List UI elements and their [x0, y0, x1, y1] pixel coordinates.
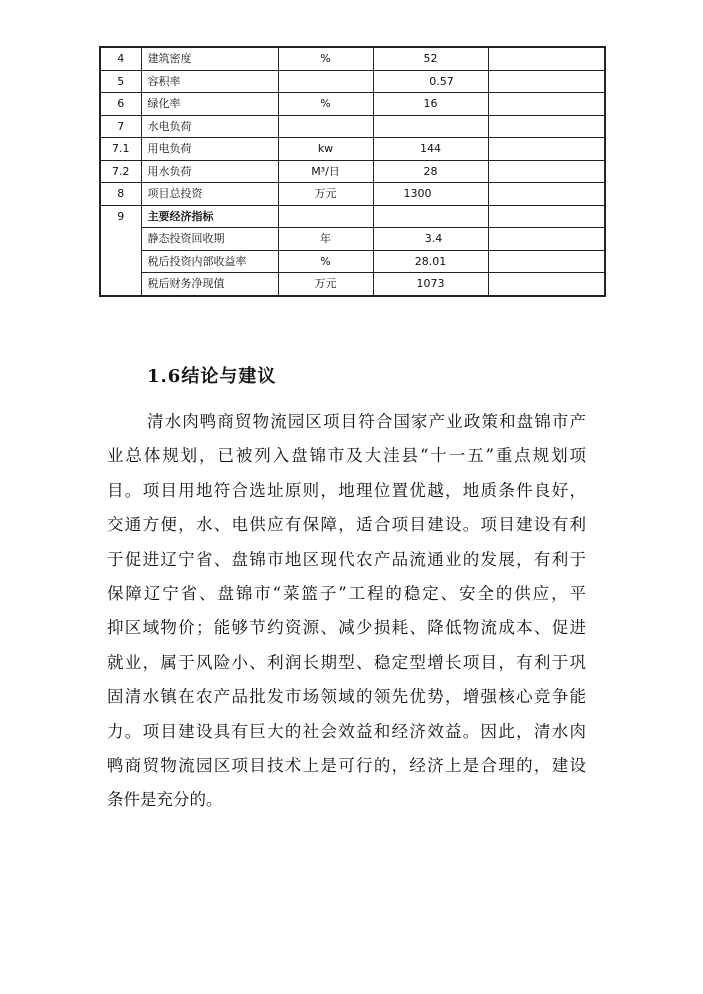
indicator-value: 28 — [373, 160, 488, 183]
table-row — [100, 93, 605, 116]
indicator-value: 16 — [373, 93, 488, 116]
row-number: 7.2 — [100, 160, 141, 183]
paragraph-line: 就业，属于风险小、利润长期型、稳定型增长项目，有利于巩 — [107, 652, 586, 672]
indicator-unit: 万元 — [278, 273, 373, 296]
conclusion-paragraph — [107, 405, 586, 818]
paragraph-line: 目。项目用地符合选址原则，地理位置优越，地质条件良好， — [107, 480, 586, 500]
indicator-note — [488, 70, 605, 93]
indicator-name: 绿化率 — [141, 93, 278, 116]
indicator-note — [488, 183, 605, 206]
indicator-note — [488, 250, 605, 273]
table-row — [100, 228, 605, 251]
indicator-unit: % — [278, 250, 373, 273]
indicator-value: 1300 — [373, 183, 488, 206]
paragraph-line: 于促进辽宁省、盘锦市地区现代农产品流通业的发展，有利于 — [107, 549, 586, 569]
indicator-table — [99, 46, 606, 297]
indicator-note — [488, 205, 605, 228]
table-row — [100, 250, 605, 273]
indicator-unit — [278, 115, 373, 138]
indicator-note — [488, 115, 605, 138]
row-number: 7 — [100, 115, 141, 138]
indicator-name: 税后财务净现值 — [141, 273, 278, 296]
indicator-unit: % — [278, 93, 373, 116]
table-row — [100, 47, 605, 70]
paragraph-line: 力。项目建设具有巨大的社会效益和经济效益。因此，清水肉 — [107, 721, 586, 741]
row-number: 9 — [100, 205, 141, 228]
indicator-unit — [278, 205, 373, 228]
indicator-note — [488, 228, 605, 251]
table-row — [100, 70, 605, 93]
indicator-value: 1073 — [373, 273, 488, 296]
indicator-name: 容积率 — [141, 70, 278, 93]
paragraph-line: 业总体规划，已被列入盘锦市及大洼县“十一五”重点规划项 — [107, 446, 586, 466]
indicator-unit: M³/日 — [278, 160, 373, 183]
indicator-name: 静态投资回收期 — [141, 228, 278, 251]
table-row — [100, 115, 605, 138]
indicator-value: 28.01 — [373, 250, 488, 273]
indicator-value: 144 — [373, 138, 488, 161]
paragraph-line: 固清水镇在农产品批发市场领域的领先优势，增强核心竞争能 — [107, 687, 586, 707]
table-row — [100, 160, 605, 183]
indicator-note — [488, 138, 605, 161]
paragraph-line: 保障辽宁省、盘锦市“菜篮子”工程的稳定、安全的供应，平 — [107, 583, 586, 603]
indicator-name: 项目总投资 — [141, 183, 278, 206]
table-row — [100, 273, 605, 296]
indicator-value: 3.4 — [373, 228, 488, 251]
row-number: 7.1 — [100, 138, 141, 161]
indicator-name: 用水负荷 — [141, 160, 278, 183]
row-number — [100, 273, 141, 296]
indicator-name: 用电负荷 — [141, 138, 278, 161]
row-number: 6 — [100, 93, 141, 116]
row-number — [100, 250, 141, 273]
table-row — [100, 205, 605, 228]
indicator-name: 水电负荷 — [141, 115, 278, 138]
table-row — [100, 138, 605, 161]
row-number: 8 — [100, 183, 141, 206]
paragraph-line: 清水肉鸭商贸物流园区项目符合国家产业政策和盘锦市产 — [147, 412, 586, 431]
indicator-note — [488, 47, 605, 70]
indicator-note — [488, 160, 605, 183]
row-number — [100, 228, 141, 251]
paragraph-line: 鸭商贸物流园区项目技术上是可行的，经济上是合理的，建设 — [107, 755, 586, 775]
indicator-name: 税后投资内部收益率 — [141, 250, 278, 273]
row-number: 5 — [100, 70, 141, 93]
indicator-note — [488, 93, 605, 116]
indicator-unit: 万元 — [278, 183, 373, 206]
indicator-unit: % — [278, 47, 373, 70]
indicator-unit: kw — [278, 138, 373, 161]
indicator-name: 主要经济指标 — [141, 205, 278, 228]
paragraph-line: 条件是充分的。 — [107, 790, 223, 810]
section-heading: 1.6结论与建议 — [147, 366, 277, 387]
indicator-note — [488, 273, 605, 296]
indicator-value: 0.57 — [373, 70, 488, 93]
row-number: 4 — [100, 47, 141, 70]
indicator-unit: 年 — [278, 228, 373, 251]
table-row — [100, 183, 605, 206]
indicator-value — [373, 205, 488, 228]
indicator-name: 建筑密度 — [141, 47, 278, 70]
paragraph-line: 抑区域物价；能够节约资源、减少损耗、降低物流成本、促进 — [107, 618, 586, 638]
indicator-unit — [278, 70, 373, 93]
paragraph-line: 交通方便，水、电供应有保障，适合项目建设。项目建设有利 — [107, 515, 586, 535]
indicator-value: 52 — [373, 47, 488, 70]
indicator-value — [373, 115, 488, 138]
